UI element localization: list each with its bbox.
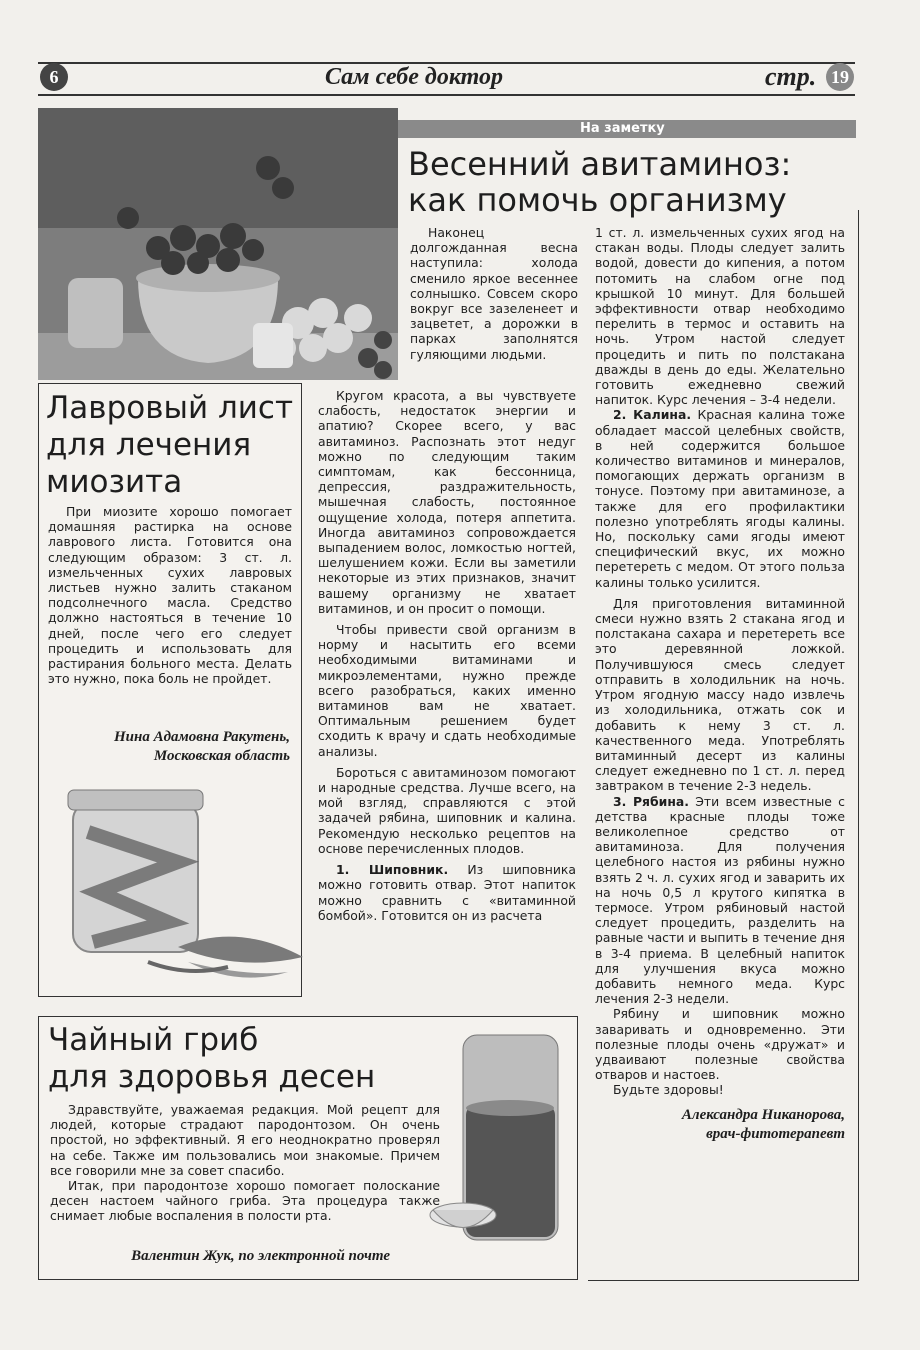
intro-text	[410, 225, 578, 362]
author-role: врач-фитотерапевт	[706, 1125, 845, 1142]
paragraph-combined: Рябину и шиповник можно заваривать и одновременно. Эти полезные плоды очень «дружат» и удваивают полезные свойства отваров и настоев.	[595, 1006, 845, 1083]
laurel-author: Нина Адамовна Ракутень,	[113, 729, 290, 745]
laurel-signature	[48, 728, 290, 766]
paragraph-farewell: Будьте здоровы!	[613, 1082, 724, 1098]
author-name: Александра Никанорова,	[681, 1106, 845, 1123]
kombucha-illustration	[428, 1030, 568, 1245]
laurel-region: Московская область	[153, 748, 290, 764]
kombucha-title: Чайный гриб для здоровья десен	[48, 1022, 376, 1095]
paragraph-folk-remedies: Бороться с авитаминозом помогают и народные средства. Лучше всего, на мой взгляд, справляются с этой задачей рябина, шиповник и калина. Рекомендую несколько рецептов на основе перечисленных плодов.	[318, 764, 576, 856]
laurel-jar-photo	[18, 772, 318, 984]
article-title	[408, 146, 848, 218]
title-line-2: как помочь организму	[408, 181, 787, 219]
kombucha-jar-photo	[428, 1030, 568, 1245]
page-number-right: 19	[826, 63, 854, 91]
title-line-1: Весенний авитаминоз:	[408, 145, 792, 183]
laurel-title: Лавровый лист для лечения миозита	[46, 390, 294, 500]
paragraph-doctor: Чтобы привести свой организм в норму и насытить его всеми необходимыми витаминами и микроэлементами, нужно прежде всего разобраться, каких именно витаминов вам не хватает. Оптимальным решением будет сходить к врачу и сдать необходимые анализы.	[318, 622, 576, 759]
jar-illustration	[18, 772, 318, 984]
berries-photo	[38, 108, 398, 380]
paragraph-rowan: 3. Рябина. Эти всем известные с детства красные плоды тоже великолепное средство от авитаминоза. Для получения целебного настоя из рябины нужно взять 2 ч. л. сухих ягод и заварить их на ночь 0,5 л крутого кипятка в термосе. Утром рябиновый настой следует процедить, разделить на равные части и выпить в течение дня в 3-4 приема. В целебный напиток для улучшения вкуса можно добавить немного меда. Курс лечения 2-3 недели.	[595, 793, 845, 1007]
paragraph-vitamin-mix: Для приготовления витаминной смеси нужно взять 2 стакана ягод и полстакана сахара и перетереть все это деревянной ложкой. Получившуюся смесь следует отправить в холодильник на ночь. Утром ягодную массу надо извлечь из холодильника, отжать сок и добавить к нему 3 ст. л. качественного меда. Употреблять витаминный десерт из калины следует ежедневно по 1 ст. л. перед завтраком в течение 2-3 недель.	[595, 595, 845, 794]
kombucha-text	[50, 1102, 440, 1224]
kombucha-signature: Валентин Жук, по электронной почте	[131, 1248, 390, 1264]
paragraph-rosehip: 1. Шиповник. Из шиповника можно готовить отвар. Этот напиток можно сравнить с «витаминной бомбой». Готовится он из расчета	[318, 862, 576, 923]
article-column-middle	[318, 388, 576, 923]
paragraph-rosehip-cont: 1 ст. л. измельченных сухих ягод на стакан воды. Плоды следует залить водой, довести до кипения, а потом потомить на слабом огне под крышкой 10 минут. Для большей эффективности отвар необходимо перелить в термос и оставить на ночь. Утром настой следует процедить и пить по полстакана дважды в день до еды. Желательно готовить ежедневно свежий напиток. Курс лечения – 3-4 недели.	[595, 225, 845, 408]
kombucha-paragraph-2: Итак, при пародонтозе хорошо помогает полоскание десен настоем чайного гриба. Эта процедура также снимает любые воспаления в полости рта.	[50, 1178, 440, 1224]
author-signature	[595, 1106, 845, 1144]
intro-paragraph: Наконец долгожданная весна наступила: холода сменило яркое весеннее солнышко. Совсем скоро вокруг все зазеленеет и зацветет, а дорожки в парках заполнятся гуляющими людьми.	[410, 225, 578, 362]
laurel-text: При миозите хорошо помогает домашняя растирка на основе лаврового листа. Готовится она следующим образом: 3 ст. л. измельченных сухих лавровых листьев нужно залить стаканом подсолнечного масла. Средство должно настояться в течение 10 дней, после чего его следует процедить и использовать для растирания больного места. Делать это нужно, пока боль не пройдет.	[48, 504, 292, 687]
paragraph-viburnum: 2. Калина. Красная калина тоже обладает массой целебных свойств, в ней содержится большое количество витаминов и минералов, помогающих держать организм в тонусе. Поэтому при авитаминозе, а также для его профилактики полезно употреблять ягоды калины. Но, поскольку сами ягоды имеют специфический вкус, их можно перетереть с медом. От этого польза калины только усилится.	[595, 407, 845, 590]
article-column-right	[595, 225, 845, 1144]
rubric-title: Сам себе доктор	[325, 64, 504, 90]
kombucha-paragraph-1: Здравствуйте, уважаемая редакция. Мой рецепт для людей, которые страдают пародонтозом. Он очень простой, но эффективный. Я его неоднократно проверял на себе. Также им пользовались мои знакомые. Причем все говорили мне за совет спасибо.	[50, 1102, 440, 1178]
paragraph-symptoms: Кругом красота, а вы чувствуете слабость, недостаток энергии и апатию? Скорее всего, у вас авитаминоз. Распознать этот недуг можно по следующим таким симптомам, как бессонница, депрессия, раздражительность, мышечная слабость, постоянное ощущение холода, потеря аппетита. Иногда авитаминоз сопровождается выпадением волос, ломкостью ногтей, шелушением кожи. Если вы заметили некоторые из этих признаков, значит вашему организму не хватает витаминов, и он просит о помощи.	[318, 388, 576, 616]
page-number-left: 6	[40, 63, 68, 91]
section-tag: На заметку	[398, 120, 856, 138]
berries-illustration	[38, 108, 398, 380]
page-label: стр.	[765, 62, 817, 91]
